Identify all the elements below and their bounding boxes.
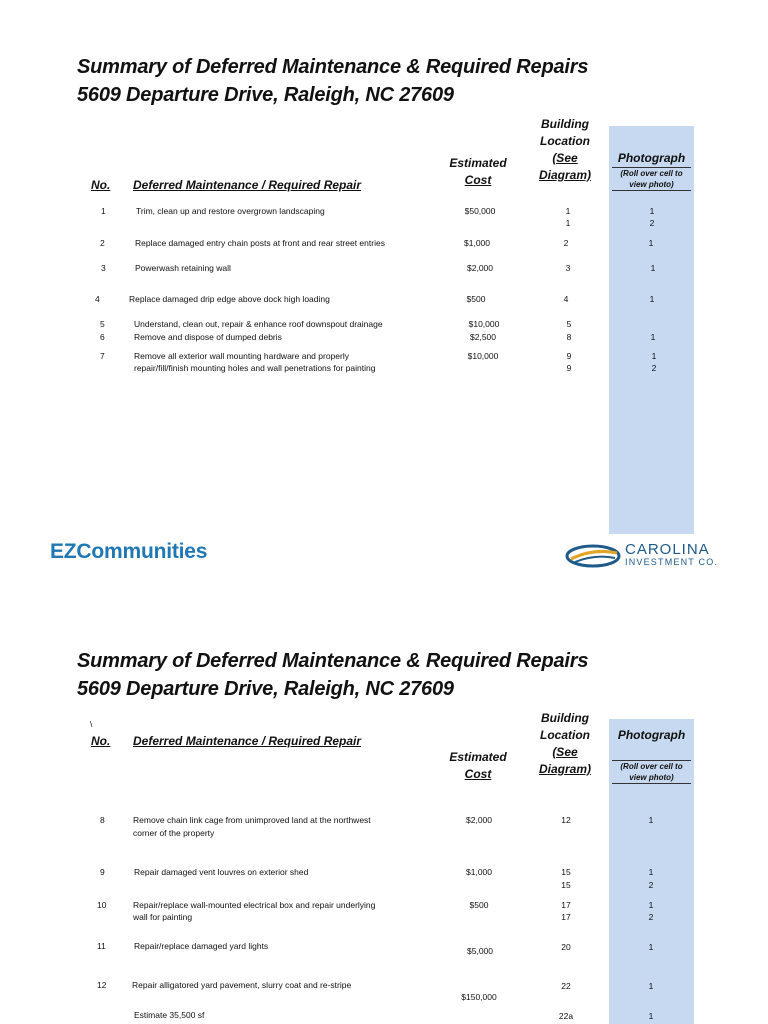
row-number: 5 (100, 319, 105, 329)
row-photo-link[interactable]: 1 (651, 351, 657, 361)
carolina-investment-logo (565, 542, 725, 572)
row-cost: $150,000 (461, 992, 497, 1002)
row-location: 15 (561, 867, 571, 877)
row-location: 4 (563, 294, 569, 304)
row-number: 12 (97, 980, 107, 990)
row-description: Understand, clean out, repair & enhance roof downspout drainage (134, 319, 383, 329)
row-description: Remove all exterior wall mounting hardware and properly (134, 351, 349, 361)
header-repair: Deferred Maintenance / Required Repair (133, 734, 362, 748)
property-address: 5609 Departure Drive, Raleigh, NC 27609 (77, 84, 454, 106)
row-description-continued: corner of the property (133, 828, 215, 838)
row-description: Estimate 35,500 sf (134, 1010, 205, 1020)
row-photo-link[interactable]: 1 (648, 942, 654, 952)
page-title: Summary of Deferred Maintenance & Required Repairs (77, 56, 589, 78)
row-number: 1 (101, 206, 106, 216)
row-cost: $1,000 (464, 238, 490, 248)
row-cost: $50,000 (464, 206, 496, 216)
row-location: 22a (558, 1011, 574, 1021)
header-photograph-note: (Roll over cell to view photo) (612, 167, 691, 191)
row-number: 4 (95, 294, 100, 304)
row-photo-link[interactable]: 1 (648, 900, 654, 910)
row-photo-link[interactable]: 1 (648, 867, 654, 877)
row-description: Powerwash retaining wall (135, 263, 231, 273)
row-location: 2 (563, 238, 569, 248)
header-estimated-cost: Estimated Cost (449, 750, 507, 781)
row-number: 7 (100, 351, 105, 361)
header-building-location: Building Location (See Diagram) (538, 117, 591, 182)
row-description: Repair/replace wall-mounted electrical box and repair underlying (133, 900, 376, 910)
row-cost: $500 (469, 900, 489, 910)
row-cost: $5,000 (467, 946, 493, 956)
row-description: Remove chain link cage from unimproved land at the northwest (133, 815, 371, 825)
row-photo-link[interactable]: 2 (649, 218, 655, 228)
header-no: No. (91, 734, 111, 748)
row-photo-link[interactable]: 1 (648, 1011, 654, 1021)
row-location: 9 (566, 363, 572, 373)
row-description: Repair alligatored yard pavement, slurry coat and re-stripe (132, 980, 352, 990)
row-photo-link[interactable]: 2 (648, 912, 654, 922)
row-cost: $10,000 (467, 351, 499, 361)
row-photo-link[interactable]: 1 (650, 263, 656, 273)
stray-mark: \ (90, 719, 93, 729)
row-photo-link[interactable]: 2 (651, 363, 657, 373)
row-location: 1 (565, 218, 571, 228)
row-number: 2 (100, 238, 105, 248)
logo-carolina: CAROLINA (625, 541, 710, 558)
row-location: 5 (566, 319, 572, 329)
header-repair: Deferred Maintenance / Required Repair (133, 178, 362, 192)
row-cost: $500 (466, 294, 486, 304)
header-building-location: Building Location (See Diagram) (538, 711, 591, 776)
row-photo-link[interactable]: 1 (648, 815, 654, 825)
ezcommunities-brand: EZCommunities (50, 540, 208, 563)
logo-investment-co: INVESTMENT CO. (625, 557, 719, 567)
row-location: 1 (565, 206, 571, 216)
row-location: 17 (561, 912, 571, 922)
row-number: 11 (97, 941, 106, 951)
row-cost: $2,000 (467, 263, 493, 273)
row-description: Trim, clean up and restore overgrown landscaping (136, 206, 325, 216)
swoosh-logo-icon (565, 542, 623, 570)
row-photo-link[interactable]: 1 (648, 981, 654, 991)
row-photo-link[interactable]: 2 (648, 880, 654, 890)
row-cost: $1,000 (466, 867, 492, 877)
header-no: No. (91, 178, 111, 192)
row-number: 10 (97, 900, 107, 910)
row-location: 15 (561, 880, 571, 890)
page-title: Summary of Deferred Maintenance & Required Repairs (77, 650, 589, 672)
row-description-continued: repair/fill/finish mounting holes and wall penetrations for painting (134, 363, 376, 373)
row-location: 8 (566, 332, 572, 342)
row-location: 12 (561, 815, 571, 825)
row-photo-link[interactable]: 1 (649, 294, 655, 304)
row-description-continued: wall for painting (133, 912, 193, 922)
header-estimated-cost: Estimated Cost (449, 156, 507, 187)
header-photograph: Photograph (617, 728, 686, 742)
row-description: Repair/replace damaged yard lights (134, 941, 269, 951)
row-description: Remove and dispose of dumped debris (134, 332, 282, 342)
row-photo-link[interactable]: 1 (650, 332, 656, 342)
row-cost: $2,500 (470, 332, 496, 342)
row-location: 22 (561, 981, 571, 991)
row-location: 3 (565, 263, 571, 273)
header-photograph-note: (Roll over cell to view photo) (612, 760, 691, 784)
row-photo-link[interactable]: 1 (649, 206, 655, 216)
property-address: 5609 Departure Drive, Raleigh, NC 27609 (77, 678, 454, 700)
header-photograph: Photograph (617, 151, 686, 165)
row-number: 8 (100, 815, 105, 825)
row-description: Repair damaged vent louvres on exterior shed (134, 867, 309, 877)
row-cost: $10,000 (468, 319, 500, 329)
row-number: 6 (100, 332, 105, 342)
row-location: 17 (561, 900, 571, 910)
row-number: 3 (101, 263, 106, 273)
row-location: 20 (561, 942, 571, 952)
row-photo-link[interactable]: 1 (648, 238, 654, 248)
row-description: Replace damaged drip edge above dock high loading (129, 294, 330, 304)
row-number: 9 (100, 867, 105, 877)
row-cost: $2,000 (466, 815, 492, 825)
row-description: Replace damaged entry chain posts at front and rear street entries (135, 238, 385, 248)
row-location: 9 (566, 351, 572, 361)
